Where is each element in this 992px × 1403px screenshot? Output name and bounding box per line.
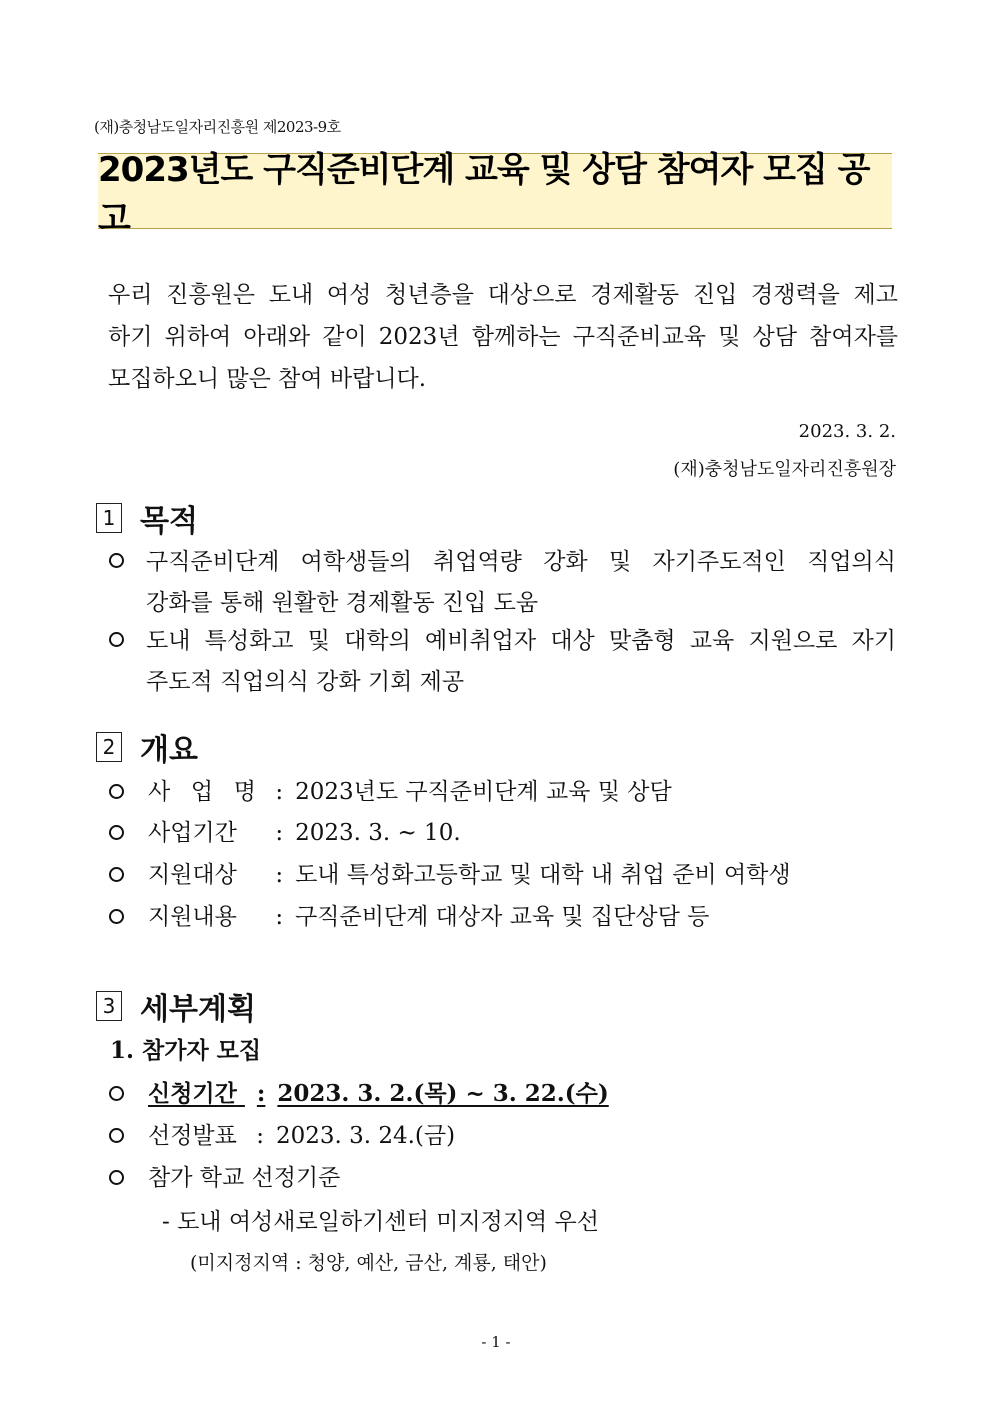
purpose-item-line: 구직준비단계 여학생들의 취업역량 강화 및 자기주도적인 직업의식: [146, 549, 896, 575]
purpose-item-line: 도내 특성화고 및 대학의 예비취업자 대상 맞춤형 교육 지원으로 자기: [146, 628, 896, 654]
section-title: 세부계획: [140, 992, 256, 1027]
section-heading: [96, 725, 198, 769]
page-number: - 1 -: [481, 1333, 511, 1351]
overview-label: 지원내용: [148, 904, 237, 930]
notice-date: 2023. 3. 2.: [798, 421, 896, 442]
intro-line: 우리 진흥원은 도내 여성 청년층을 대상으로 경제활동 진입 경쟁력을 제고: [108, 282, 898, 308]
issuer-name: (재)충청남도일자리진흥원장: [673, 459, 896, 480]
intro-line: 모집하오니 많은 참여 바랍니다.: [108, 366, 427, 392]
overview-value: 2023. 3. ~ 10.: [295, 820, 461, 846]
section-number-box: 2: [96, 732, 122, 762]
page-title: 2023년도 구직준비단계 교육 및 상담 참여자 모집 공고: [98, 150, 870, 239]
intro-line: 하기 위하여 아래와 같이 2023년 함께하는 구직준비교육 및 상담 참여자를: [108, 324, 898, 350]
overview-item: 사 업 명 : 2023년도 구직준비단계 교육 및 상담: [148, 773, 672, 806]
section-title: 개요: [140, 733, 198, 768]
plan-value: 2023. 3. 24.(금): [275, 1123, 456, 1149]
overview-label: 사 업 명: [148, 779, 256, 805]
circle-bullet-icon: [109, 632, 124, 647]
overview-item: 사업기간 : 2023. 3. ~ 10.: [148, 814, 461, 847]
plan-value: 2023. 3. 2.(목) ~ 3. 22.(수): [277, 1080, 609, 1107]
circle-bullet-icon: [109, 825, 124, 840]
plan-label: 선정발표: [148, 1123, 237, 1149]
circle-bullet-icon: [109, 867, 124, 882]
selection-criteria: 참가 학교 선정기준: [148, 1165, 341, 1191]
criteria-note: (미지정지역 : 청양, 예산, 금산, 계룡, 태안): [190, 1252, 547, 1274]
overview-value: 구직준비단계 대상자 교육 및 집단상담 등: [295, 904, 710, 930]
overview-value: 도내 특성화고등학교 및 대학 내 취업 준비 여학생: [295, 862, 791, 888]
section-number-box: 1: [96, 503, 122, 533]
overview-item: 지원대상 : 도내 특성화고등학교 및 대학 내 취업 준비 여학생: [148, 856, 898, 889]
circle-bullet-icon: [109, 1170, 124, 1185]
criteria-sub-item: - 도내 여성새로일하기센터 미지정지역 우선: [162, 1209, 599, 1235]
overview-item: 지원내용 : 구직준비단계 대상자 교육 및 집단상담 등: [148, 898, 709, 931]
purpose-item-line: 주도적 직업의식 강화 기회 제공: [146, 669, 465, 695]
section-title: 목적: [140, 504, 198, 539]
circle-bullet-icon: [109, 784, 124, 799]
overview-label: 사업기간: [148, 820, 237, 846]
intro-paragraph: [108, 276, 898, 396]
circle-bullet-icon: [109, 909, 124, 924]
section-heading: [96, 496, 198, 540]
overview-value: 2023년도 구직준비단계 교육 및 상담: [295, 779, 672, 805]
overview-label: 지원대상: [148, 862, 237, 888]
section-number-box: 3: [96, 991, 122, 1021]
title-banner: [98, 150, 892, 239]
application-period: 신청기간 : 2023. 3. 2.(목) ~ 3. 22.(수): [148, 1080, 609, 1107]
announcement-date: 선정발표 : 2023. 3. 24.(금): [148, 1123, 456, 1149]
subheading: 1. 참가자 모집: [110, 1037, 262, 1064]
document-number: (재)충청남도일자리진흥원 제2023-9호: [94, 118, 341, 136]
circle-bullet-icon: [109, 553, 124, 568]
section-heading: [96, 984, 256, 1028]
plan-label: 신청기간: [148, 1080, 237, 1107]
circle-bullet-icon: [109, 1128, 124, 1143]
circle-bullet-icon: [109, 1086, 124, 1101]
purpose-item-line: 강화를 통해 원활한 경제활동 진입 도움: [146, 590, 539, 616]
